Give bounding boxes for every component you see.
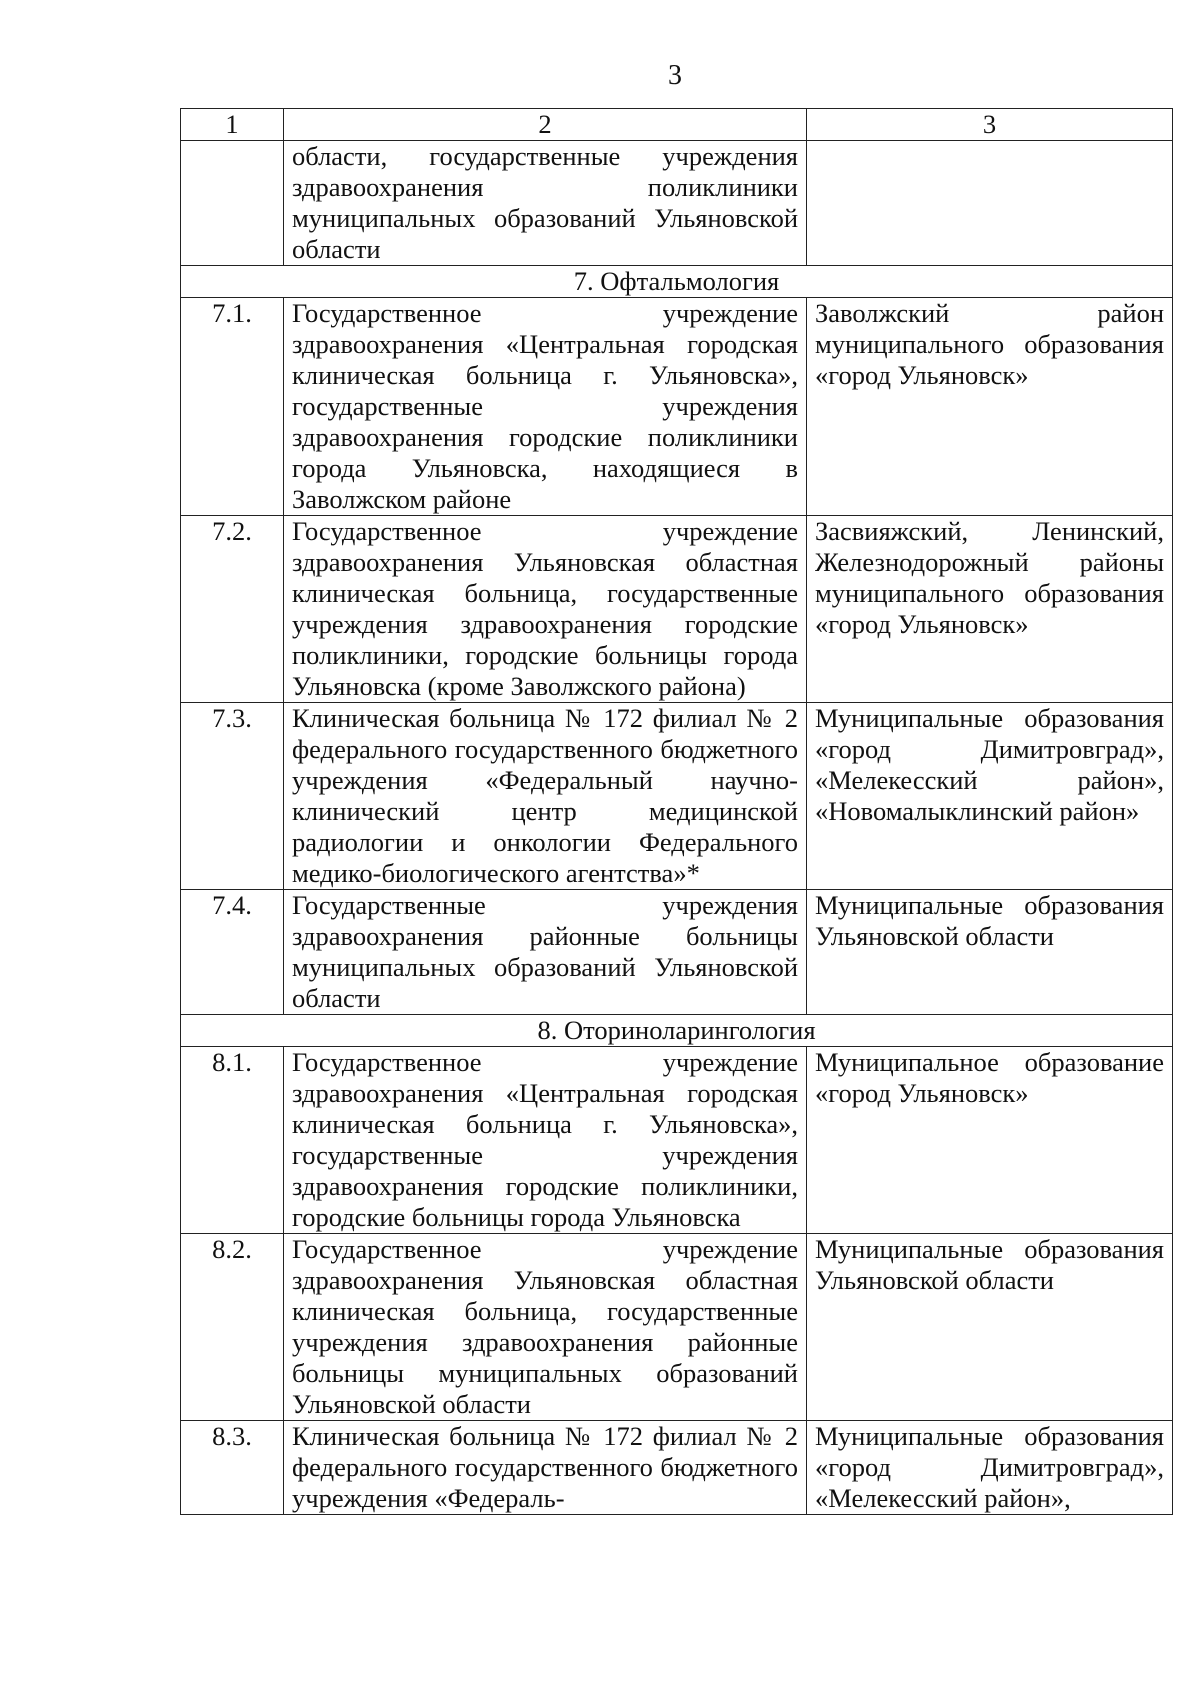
row-number: 7.4. bbox=[181, 890, 284, 1015]
section-row bbox=[181, 1015, 1173, 1047]
institution-cell: Клиническая больница № 172 филиал № 2 федерального государственного бюджетного учреждения «Федераль- bbox=[284, 1421, 807, 1515]
territory-cell: Муниципальные образования «город Димитровград», «Мелекесский район», bbox=[807, 1421, 1173, 1515]
table-row bbox=[181, 1421, 1173, 1515]
header-cell-1: 1 bbox=[181, 109, 284, 141]
table-row bbox=[181, 890, 1173, 1015]
continuation-num-cell bbox=[181, 141, 284, 266]
document-table bbox=[180, 108, 1173, 1515]
territory-cell: Муниципальные образования «город Димитровград», «Мелекесский район», «Новомалыклинский район» bbox=[807, 703, 1173, 890]
institution-cell: Государственное учреждение здравоохранения «Центральная городская клиническая больница г. Ульяновска», государственные учреждения здравоохранения городские поликлиники, городские больницы города Ульяновска bbox=[284, 1047, 807, 1234]
institution-cell: Государственное учреждение здравоохранения «Центральная городская клиническая больница г. Ульяновска», государственные учреждения здравоохранения городские поликлиники города Ульяновска, находящиеся в Заволжском районе bbox=[284, 298, 807, 516]
table-row bbox=[181, 703, 1173, 890]
row-number: 7.1. bbox=[181, 298, 284, 516]
page-number: 3 bbox=[668, 60, 682, 91]
row-number: 8.1. bbox=[181, 1047, 284, 1234]
row-number: 8.3. bbox=[181, 1421, 284, 1515]
continuation-territory-cell bbox=[807, 141, 1173, 266]
institution-cell: Государственное учреждение здравоохранения Ульяновская областная клиническая больница, государственные учреждения здравоохранения районные больницы муниципальных образований Ульяновской области bbox=[284, 1234, 807, 1421]
row-number: 8.2. bbox=[181, 1234, 284, 1421]
territory-cell: Заволжский район муниципального образования «город Ульяновск» bbox=[807, 298, 1173, 516]
header-cell-3: 3 bbox=[807, 109, 1173, 141]
territory-cell: Муниципальные образования Ульяновской области bbox=[807, 890, 1173, 1015]
institution-cell: Государственное учреждение здравоохранения Ульяновская областная клиническая больница, государственные учреждения здравоохранения городские поликлиники, городские больницы города Ульяновска (кроме Заволжского района) bbox=[284, 516, 807, 703]
header-cell-2: 2 bbox=[284, 109, 807, 141]
institution-cell: Государственные учреждения здравоохранения районные больницы муниципальных образований Ульяновской области bbox=[284, 890, 807, 1015]
table-row bbox=[181, 1234, 1173, 1421]
section-title: 7. Офтальмология bbox=[181, 266, 1173, 298]
continuation-institution-cell: области, государственные учреждения здравоохранения поликлиники муниципальных образований Ульяновской области bbox=[284, 141, 807, 266]
territory-cell: Муниципальные образования Ульяновской области bbox=[807, 1234, 1173, 1421]
table-row bbox=[181, 1047, 1173, 1234]
row-number: 7.2. bbox=[181, 516, 284, 703]
row-number: 7.3. bbox=[181, 703, 284, 890]
table-row bbox=[181, 298, 1173, 516]
table-row bbox=[181, 516, 1173, 703]
section-title: 8. Оториноларингология bbox=[181, 1015, 1173, 1047]
header-row bbox=[181, 109, 1173, 141]
continuation-row bbox=[181, 141, 1173, 266]
institution-cell: Клиническая больница № 172 филиал № 2 федерального государственного бюджетного учреждения «Федеральный научно-клинический центр медицинской радиологии и онкологии Федерального медико-биологического агентства»* bbox=[284, 703, 807, 890]
section-row bbox=[181, 266, 1173, 298]
territory-cell: Засвияжский, Ленинский, Железнодорожный районы муниципального образования «город Ульяновск» bbox=[807, 516, 1173, 703]
territory-cell: Муниципальное образование «город Ульяновск» bbox=[807, 1047, 1173, 1234]
